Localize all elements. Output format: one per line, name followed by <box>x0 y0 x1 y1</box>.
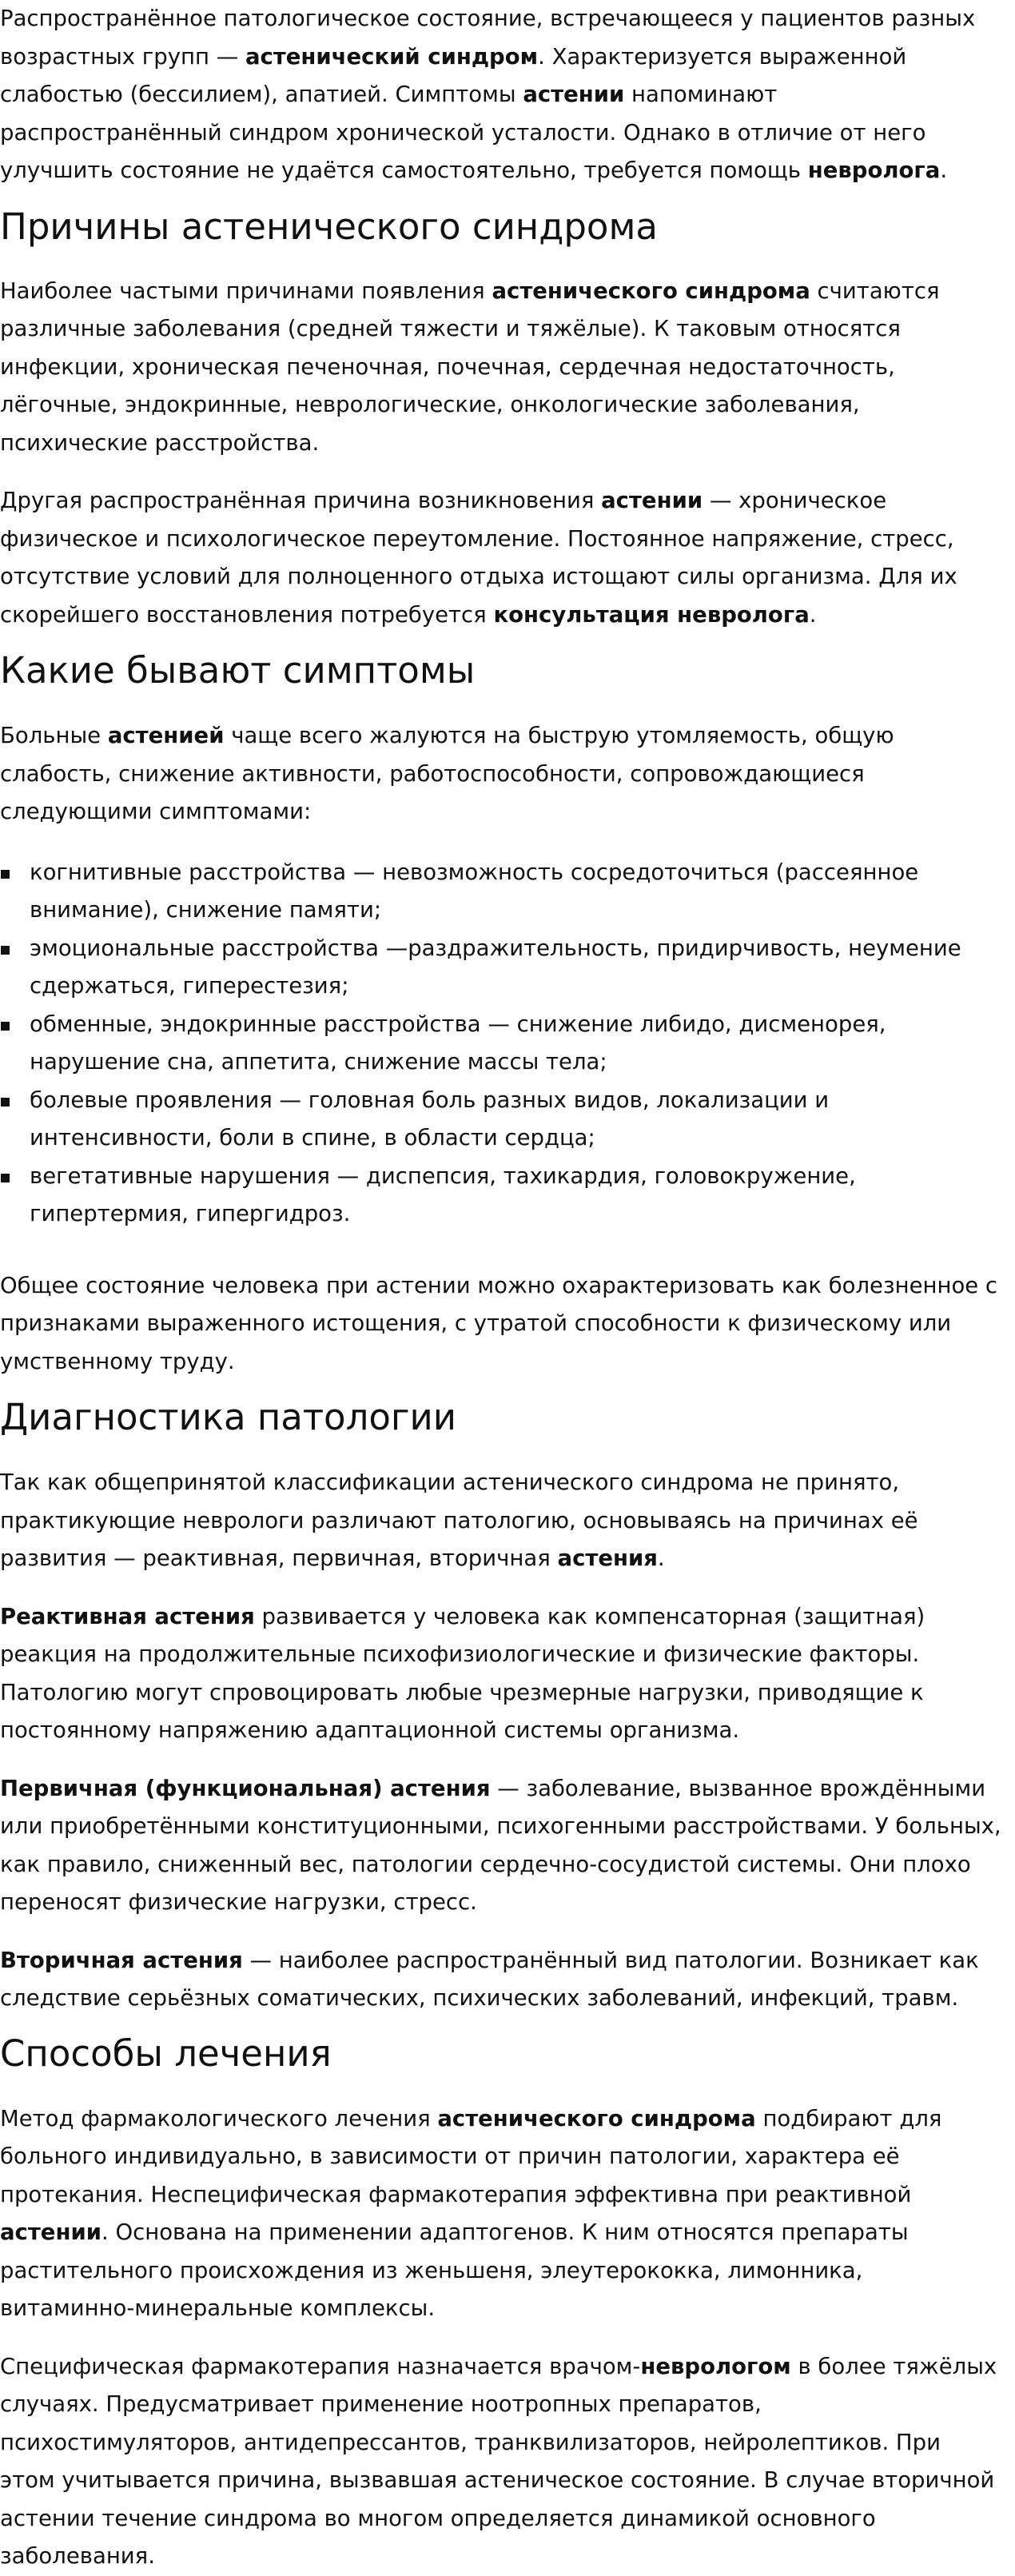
text-run: Больные <box>0 723 108 748</box>
text-run: . Основана на применении адаптогенов. К ним относятся препараты растительного происхождения из женьшеня, элеутерококка, лимонника, витаминно-минеральные комплексы. <box>0 2219 909 2321</box>
bold-term: астении <box>601 488 703 513</box>
list-item-text: эмоциональные расстройства —раздражительность, придирчивость, неумение сдержаться, гиперестезия; <box>30 935 961 999</box>
treatment-heading: Способы лечения <box>0 2032 332 2075</box>
symptoms-heading: Какие бывают симптомы <box>0 649 476 692</box>
text-run: Распространённое патологическое состояние, встречающееся у пациентов разных возрастных групп — <box>0 6 976 70</box>
causes-paragraph-2 <box>0 482 1002 634</box>
bullet-square-icon <box>1 870 10 879</box>
bold-term: невролога <box>807 158 941 183</box>
text-run: . <box>940 158 948 183</box>
list-item <box>0 1082 1002 1158</box>
bold-term: Реактивная астения <box>0 1603 255 1629</box>
list-item-text: болевые проявления — головная боль разных видов, локализации и интенсивности, боли в спине, в области сердца; <box>30 1087 830 1150</box>
bold-term: астении <box>523 82 625 107</box>
list-item-text: когнитивные расстройства — невозможность сосредоточиться (рассеянное внимание), снижение памяти; <box>30 859 919 923</box>
treatment-paragraph-1 <box>0 2100 1002 2328</box>
bullet-square-icon <box>1 1098 10 1107</box>
bold-term: Первичная (функциональная) астения <box>0 1775 491 1801</box>
text-run: напоминают распространённый синдром хронической усталости. Однако в отличие от него улучшить состояние не удаётся самостоятельно, требуется помощь <box>0 82 926 183</box>
text-run: — наиболее распространённый вид патологии. Возникает как следствие серьёзных соматических, психических заболеваний, инфекций, травм. <box>0 1947 979 2011</box>
text-run: . <box>657 1545 665 1571</box>
bold-term: астенического синдрома <box>492 277 810 304</box>
text-run: Так как общепринятой классификации астенического синдрома не принято, практикующие неврологи различают патологию, основываясь на причинах её развития — реактивная, первичная, вторичная <box>0 1469 918 1571</box>
causes-heading: Причины астенического синдрома <box>0 205 658 248</box>
bullet-square-icon <box>1 1174 10 1182</box>
diagnostics-paragraph-1 <box>0 1464 1002 1578</box>
text-run: в более тяжёлых случаях. Предусматривает применение ноотропных препаратов, психостимуляторов, антидепрессантов, транквилизаторов, нейролептиков. При этом учитывается причина, вызвавшая астеническое состояние. В случае вторичной астении течение синдрома во многом определяется динамикой основного заболевания. <box>0 2353 997 2569</box>
text-run: . Характеризуется выраженной слабостью (бессилием), апатией. Симптомы <box>0 43 907 107</box>
bold-term: неврологом <box>640 2353 791 2379</box>
symptoms-list <box>0 854 1002 1234</box>
list-item <box>0 930 1002 1006</box>
text-run: Метод фармакологического лечения <box>0 2105 438 2131</box>
text-run: подбирают для больного индивидуально, в зависимости от причин патологии, характера её протекания. Неспецифическая фармакотерапия эффективна при реактивной <box>0 2105 942 2207</box>
text-run: развивается у человека как компенсаторная (защитная) реакция на продолжительные психофизиологические и физические факторы. Патологию могут спровоцировать любые чрезмерные нагрузки, приводящие к постоянному напряжению адаптационной системы организма. <box>0 1603 925 1743</box>
list-item <box>0 1006 1002 1082</box>
list-item-text: обменные, эндокринные расстройства — снижение либидо, дисменорея, нарушение сна, аппетита, снижение массы тела; <box>30 1011 886 1075</box>
symptoms-paragraph-2: Общее состояние человека при астении можно охарактеризовать как болезненное с признаками выраженного истощения, с утратой способности к физическому или умственному труду. <box>0 1272 998 1374</box>
diagnostics-paragraph-secondary <box>0 1942 1002 2018</box>
list-item-text: вегетативные нарушения — диспепсия, тахикардия, головокружение, гипертермия, гипергидроз. <box>30 1162 856 1226</box>
intro-paragraph <box>0 0 1002 190</box>
bold-term: астенического синдрома <box>437 2105 756 2131</box>
diagnostics-paragraph-reactive <box>0 1598 1002 1750</box>
list-item <box>0 1158 1002 1234</box>
bullet-square-icon <box>1 1022 10 1031</box>
text-run: — хроническое физическое и психологическое переутомление. Постоянное напряжение, стресс, отсутствие условий для полноценного отдыха истощают силы организма. Для их скорейшего восстановления потребуется <box>0 488 957 628</box>
treatment-paragraph-2 <box>0 2348 1002 2576</box>
symptoms-paragraph-1 <box>0 717 1002 831</box>
bold-term: астенический синдром <box>245 43 539 70</box>
bold-term: астения <box>557 1545 658 1571</box>
bullet-square-icon <box>1 946 10 955</box>
bold-term: Вторичная астения <box>0 1947 243 1973</box>
bold-term: астении <box>0 2219 102 2245</box>
text-run: чаще всего жалуются на быструю утомляемость, общую слабость, снижение активности, работоспособности, сопровождающиеся следующими симптомами: <box>0 723 894 824</box>
bold-term: консультация невролога <box>493 601 810 628</box>
text-run: Специфическая фармакотерапия назначается врачом- <box>0 2353 641 2379</box>
diagnostics-heading: Диагностика патологии <box>0 1396 457 1438</box>
text-run: считаются различные заболевания (средней тяжести и тяжёлые). К таковым относятся инфекции, хроническая печеночная, почечная, сердечная недостаточность, лёгочные, эндокринные, неврологические, онкологические заболевания, психические расстройства. <box>0 277 940 456</box>
text-run: — заболевание, вызванное врождёнными или приобретёнными конституционными, психогенными расстройствами. У больных, как правило, сниженный вес, патологии сердечно-сосудистой системы. Они плохо переносят физические нагрузки, стресс. <box>0 1775 1001 1915</box>
text-run: . <box>809 601 817 628</box>
text-run: Другая распространённая причина возникновения <box>0 488 602 513</box>
text-run: Наиболее частыми причинами появления <box>0 277 492 304</box>
bold-term: астенией <box>107 723 225 748</box>
causes-paragraph-1 <box>0 273 1002 463</box>
diagnostics-paragraph-primary <box>0 1770 1002 1922</box>
list-item <box>0 854 1002 930</box>
